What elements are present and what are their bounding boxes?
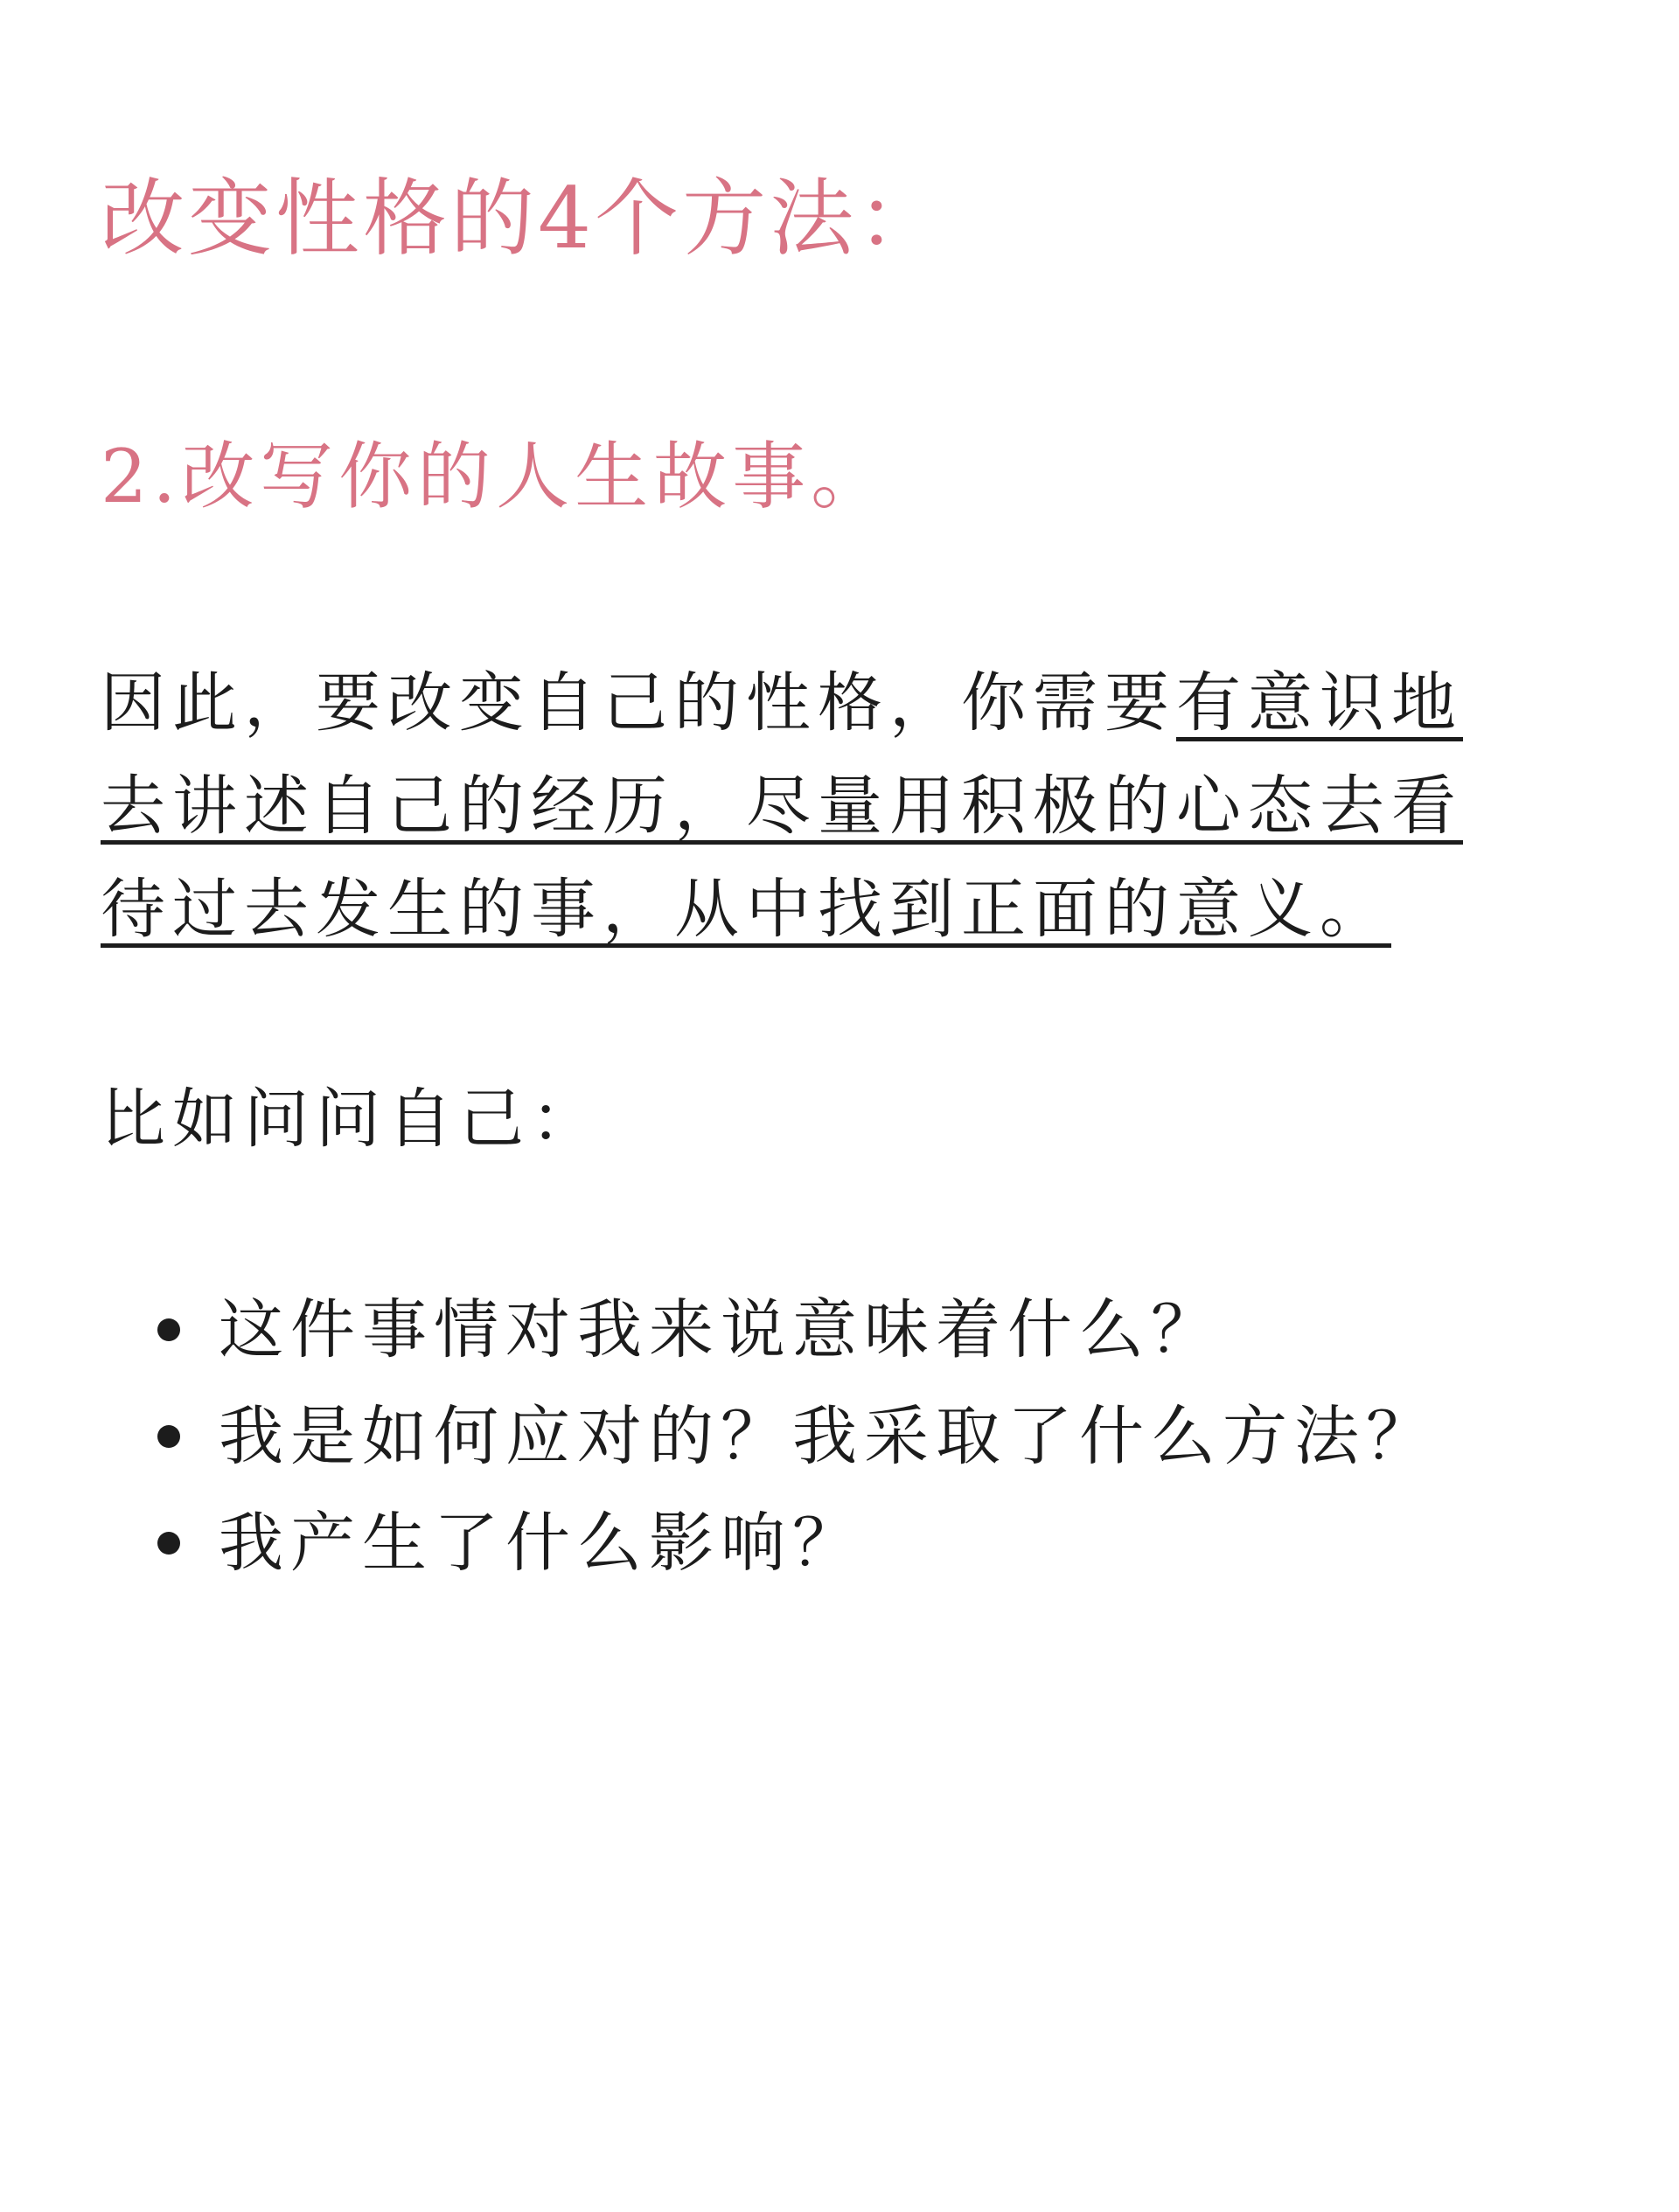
body-paragraph bbox=[101, 651, 1587, 961]
paragraph-line-1 bbox=[101, 651, 1587, 755]
paragraph-text-underlined: 有意识地 bbox=[1176, 665, 1463, 741]
question-text: 我是如何应对的？我采取了什么方法？ bbox=[219, 1399, 1438, 1474]
paragraph-line-3: 待过去发生的事，从中找到正面的意义。 bbox=[101, 872, 1391, 947]
bullet-icon bbox=[157, 1532, 180, 1555]
bullet-icon bbox=[157, 1425, 180, 1448]
bullet-icon bbox=[157, 1318, 180, 1341]
section-heading: 2.改写你的人生故事。 bbox=[101, 434, 890, 519]
list-item bbox=[149, 1490, 1438, 1596]
question-list bbox=[149, 1276, 1438, 1596]
prompt-text: 比如问问自己： bbox=[101, 1082, 603, 1157]
list-item bbox=[149, 1276, 1438, 1383]
question-text: 我产生了什么影响？ bbox=[219, 1506, 864, 1581]
paragraph-line-2: 去讲述自己的经历，尽量用积极的心态去看 bbox=[101, 769, 1463, 844]
page-title: 改变性格的4个方法： bbox=[101, 170, 945, 268]
paragraph-text-plain: 因此，要改变自己的性格，你需要 bbox=[101, 665, 1176, 741]
list-item bbox=[149, 1383, 1438, 1490]
question-text: 这件事情对我来说意味着什么？ bbox=[219, 1292, 1223, 1367]
